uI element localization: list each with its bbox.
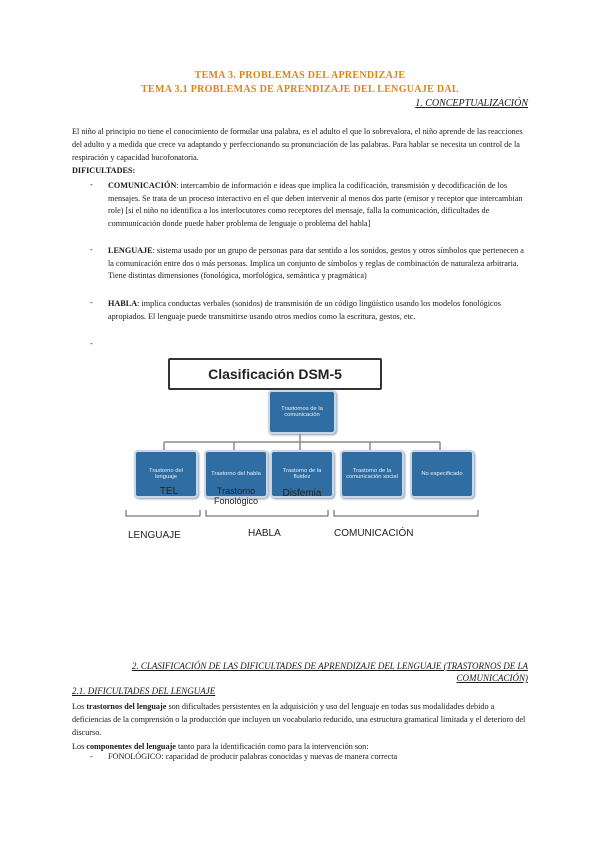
bullet-lenguaje — [108, 245, 528, 283]
bullet-text: : intercambio de información e ideas que implica la codificación, transmisión y decodificación de los mensajes. Se trata de un proceso interactivo en el que deben intervenir al menos dos parte (emisor y receptor que intercambian role) [si el niño no identifica a los interlocutores como receptores del mensaje, falla la comunicación, dificultades de communicación donde puede haber problema de lenguaje o problema del habla] — [108, 181, 523, 228]
difficulties-title: DIFICULTADES: — [72, 166, 136, 175]
bullet-text: : sistema usado por un grupo de personas para dar sentido a los sonidos, gestos y otros símbolos que pertenecen a la comunicación entre dos o más personas. Implica un conjunto de símbolos y reglas de combinación de naturaleza arbitraria. Tiene distintas dimensiones (fonológica, morfológica, semántica y pragmática) — [108, 246, 524, 280]
dsm5-diagram — [98, 350, 508, 550]
bullet-term: HABLA — [108, 299, 138, 308]
bullet-dash: - — [90, 245, 93, 254]
bullet-habla — [108, 298, 528, 323]
bullet-term: LENGUAJE — [108, 246, 153, 255]
paragraph-trastornos: Los trastornos del lenguaje son dificultades persistentes en la adquisición y uso del lenguaje en todas sus modalidades debido a deficiencias de la comprensión o la producción que incluyen un vocabulario reducido, una estructura gramatical limitada y el deterioro del discurso. — [72, 702, 526, 737]
intro-paragraph: El niño al principio no tiene el conocimiento de formular una palabra, es el adulto el que lo sobrevalora, el niño aprende de las reacciones del adulto y a medida que crece va adaptando y perfeccionando su pronunciación de las palabras. Para hablar se necesita un control de la respiración y capacidad bucofonatoria. — [72, 127, 523, 162]
paragraph-componentes: Los componentes del lenguaje tanto para la identificación como para la intervención son: — [72, 742, 369, 751]
label-tel: TEL — [159, 486, 179, 497]
bullet-text: : implica conductas verbales (sonidos) de transmisión de un código lingüístico usando los modelos fonológicos apropiados. El lenguaje puede transmitirse usando otros medios como la escritura, gestos, etc. — [108, 299, 501, 321]
bullet-dash: - — [90, 298, 93, 307]
term-componentes: componentes del lenguaje — [86, 742, 176, 751]
term-trastornos: trastornos del lenguaje — [86, 702, 167, 711]
bullet-dash: - — [90, 752, 93, 761]
section-heading-conceptualizacion: 1. CONCEPTUALIZACIÓN — [415, 98, 528, 109]
bullet-fonologico: FONOLÓGICO: capacidad de producir palabras conocidas y nuevas de manera correcta — [108, 752, 398, 761]
label-disfemia: Disfemia — [282, 488, 322, 499]
node-trastorno-fluidez: Trastorno de la fluidez — [270, 450, 334, 498]
sub-title: TEMA 3.1 PROBLEMAS DE APRENDIZAJE DEL LENGUAJE DAL — [141, 84, 459, 95]
main-title: TEMA 3. PROBLEMAS DEL APRENDIZAJE — [194, 70, 406, 81]
node-trastornos-comunicacion: Trastornos de la comunicación — [268, 390, 336, 434]
group-lenguaje: LENGUAJE — [128, 530, 181, 541]
node-trastorno-lenguaje: Trastorno del lenguaje — [134, 450, 198, 498]
bullet-dash: - — [90, 339, 93, 348]
group-habla: HABLA — [248, 528, 281, 539]
node-trastorno-habla: Trastorno del habla — [204, 450, 268, 498]
diagram-title: Clasificación DSM-5 — [168, 358, 382, 390]
section-heading-clasificacion: 2. CLASIFICACIÓN DE LAS DIFICULTADES DE APRENDIZAJE DEL LENGUAJE (TRASTORNOS DE LA COMUNICACIÓN) — [131, 661, 528, 683]
node-trastorno-comunicacion-social: Trastorno de la comunicación social — [340, 450, 404, 498]
bullet-dash: - — [90, 180, 93, 189]
bullet-term: COMUNICACIÓN — [108, 181, 177, 190]
bullet-comunicacion — [108, 180, 528, 230]
group-comunicacion: COMUNICACIÓN — [334, 528, 414, 539]
label-trastorno-fonologico: Trastorno Fonológico — [213, 486, 259, 506]
section-heading-dificultades-lenguaje: 2.1. DIFICULTADES DEL LENGUAJE — [72, 686, 216, 696]
node-no-especificado: No especificado — [410, 450, 474, 498]
